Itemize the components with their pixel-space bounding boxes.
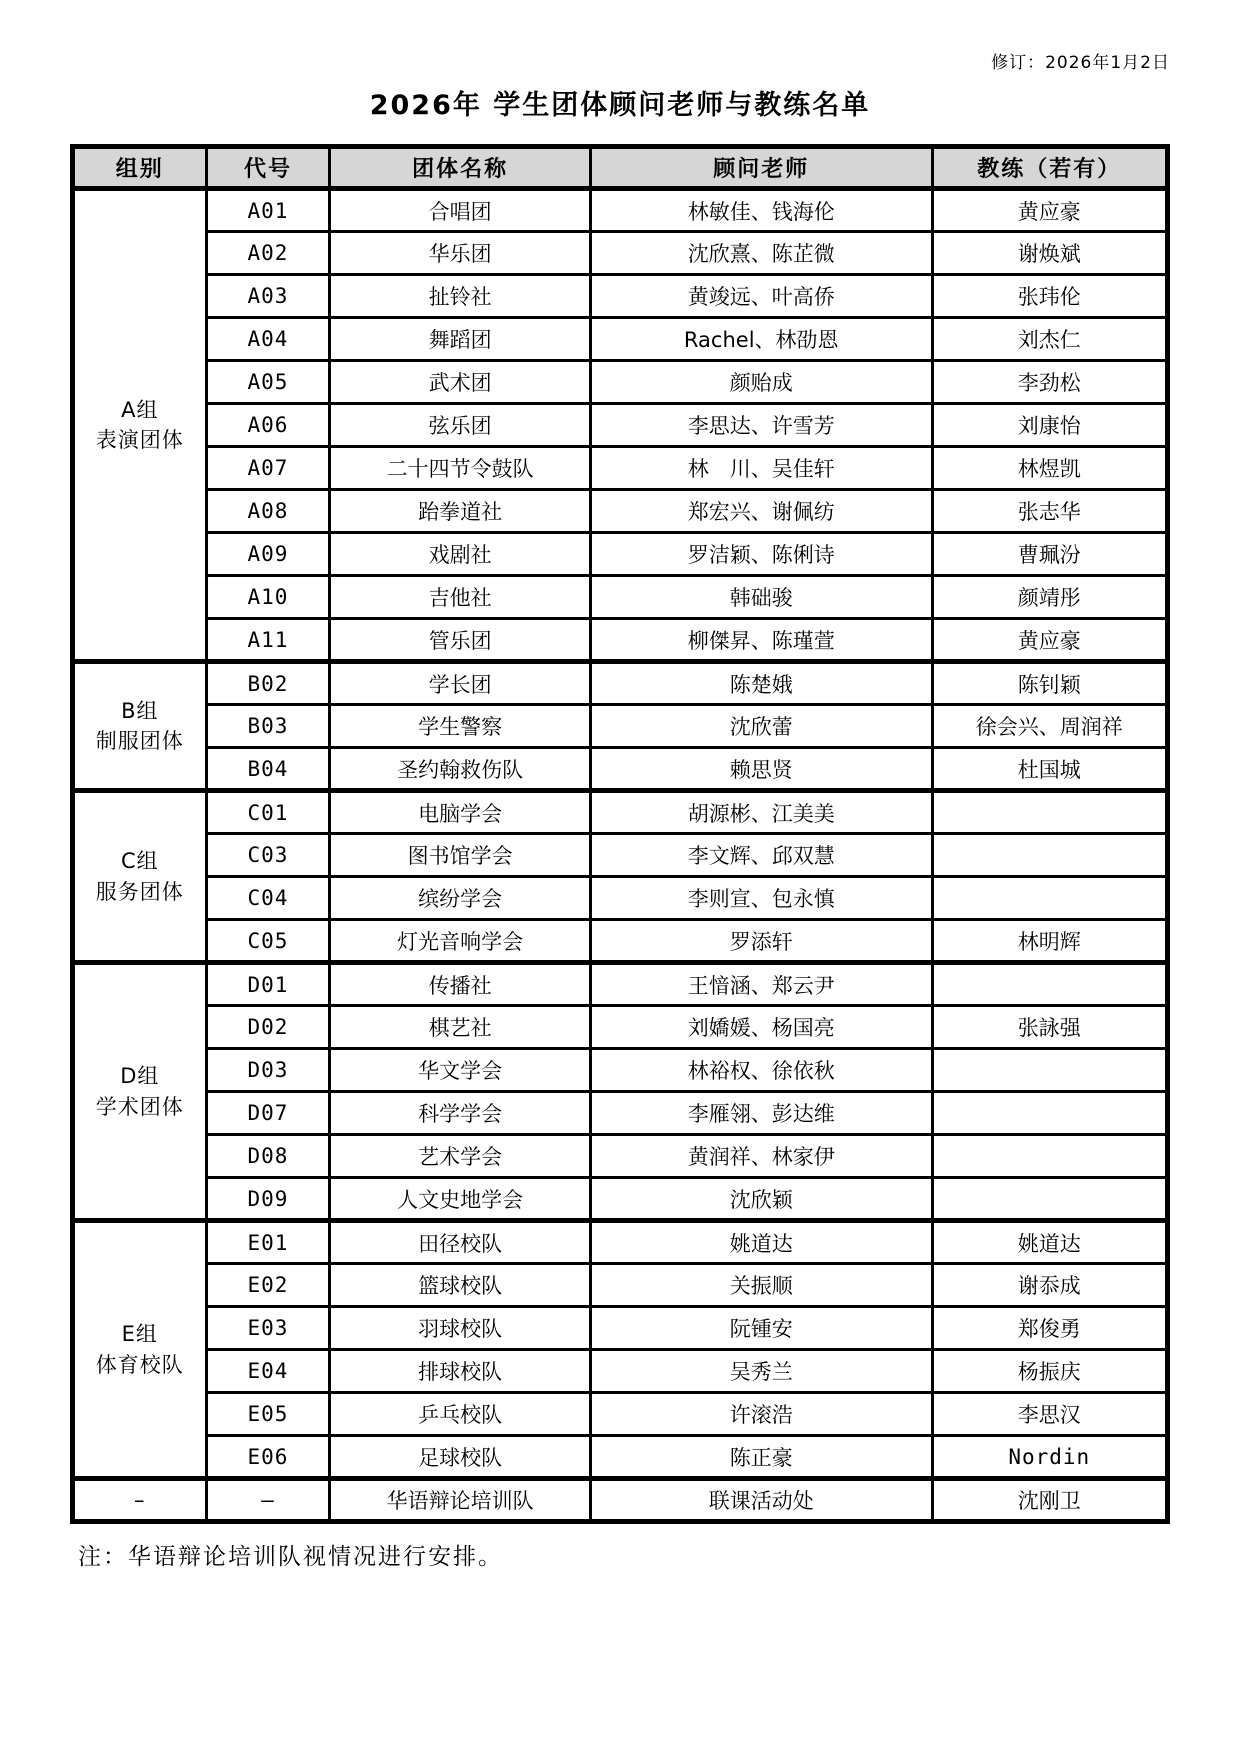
page-title: 2026年 学生团体顾问老师与教练名单	[369, 90, 871, 121]
code-cell: –	[206, 1479, 330, 1522]
name-cell: 华乐团	[330, 232, 591, 275]
table-row	[73, 877, 1168, 920]
advisor-cell: 黄竣远、叶高侨	[590, 275, 932, 318]
table-row	[73, 189, 1168, 232]
table-row	[73, 920, 1168, 963]
code-cell: D03	[206, 1049, 330, 1092]
table-row	[73, 1135, 1168, 1178]
name-cell: 传播社	[330, 963, 591, 1006]
coach-cell	[932, 1135, 1167, 1178]
code-cell: A08	[206, 490, 330, 533]
coach-cell: 林煜凯	[932, 447, 1167, 490]
code-cell: E04	[206, 1350, 330, 1393]
code-cell: A06	[206, 404, 330, 447]
coach-cell	[932, 1092, 1167, 1135]
table-row	[73, 963, 1168, 1006]
advisor-cell: 阮锺安	[590, 1307, 932, 1350]
table-row	[73, 533, 1168, 576]
coach-cell: 李思汉	[932, 1393, 1167, 1436]
advisor-cell: 刘嬌媛、杨国亮	[590, 1006, 932, 1049]
coach-cell: Nordin	[932, 1436, 1167, 1479]
table-row	[73, 834, 1168, 877]
code-cell: A03	[206, 275, 330, 318]
coach-cell	[932, 791, 1167, 834]
group-cell: C组 服务团体	[73, 791, 207, 963]
name-cell: 华文学会	[330, 1049, 591, 1092]
name-cell: 学长团	[330, 662, 591, 705]
table-row	[73, 490, 1168, 533]
advisor-cell: Rachel、林劭恩	[590, 318, 932, 361]
code-cell: C04	[206, 877, 330, 920]
name-cell: 缤纷学会	[330, 877, 591, 920]
code-cell: A01	[206, 189, 330, 232]
table-row	[73, 1479, 1168, 1522]
table-row	[73, 1221, 1168, 1264]
name-cell: 合唱团	[330, 189, 591, 232]
table-row	[73, 447, 1168, 490]
table-row	[73, 705, 1168, 748]
coach-cell	[932, 1178, 1167, 1221]
advisor-cell: 关振顺	[590, 1264, 932, 1307]
table-row	[73, 361, 1168, 404]
name-cell: 圣约翰救伤队	[330, 748, 591, 791]
name-cell: 羽球校队	[330, 1307, 591, 1350]
advisor-cell: 陈楚娥	[590, 662, 932, 705]
advisor-cell: 沈欣颖	[590, 1178, 932, 1221]
table-body	[73, 189, 1168, 1522]
table-row	[73, 1393, 1168, 1436]
table-row	[73, 318, 1168, 361]
table-row	[73, 1006, 1168, 1049]
coach-cell: 曹珮汾	[932, 533, 1167, 576]
coach-cell: 刘杰仁	[932, 318, 1167, 361]
code-cell: E05	[206, 1393, 330, 1436]
advisor-cell: 赖思贤	[590, 748, 932, 791]
code-cell: B04	[206, 748, 330, 791]
name-cell: 电脑学会	[330, 791, 591, 834]
code-cell: A05	[206, 361, 330, 404]
coach-cell: 杜国城	[932, 748, 1167, 791]
coach-cell: 沈刚卫	[932, 1479, 1167, 1522]
table-row	[73, 1264, 1168, 1307]
advisor-cell: 颜贻成	[590, 361, 932, 404]
footnote: 注：华语辩论培训队视情况进行安排。	[78, 1544, 503, 1570]
code-cell: B02	[206, 662, 330, 705]
coach-cell	[932, 1049, 1167, 1092]
advisor-cell: 沈欣蕾	[590, 705, 932, 748]
code-cell: E02	[206, 1264, 330, 1307]
coach-cell: 张玮伦	[932, 275, 1167, 318]
code-cell: D09	[206, 1178, 330, 1221]
name-cell: 弦乐团	[330, 404, 591, 447]
code-cell: D01	[206, 963, 330, 1006]
code-cell: D07	[206, 1092, 330, 1135]
coach-cell: 郑俊勇	[932, 1307, 1167, 1350]
name-cell: 武术团	[330, 361, 591, 404]
coach-cell: 徐会兴、周润祥	[932, 705, 1167, 748]
table-row	[73, 748, 1168, 791]
name-cell: 管乐团	[330, 619, 591, 662]
code-cell: C05	[206, 920, 330, 963]
name-cell: 华语辩论培训队	[330, 1479, 591, 1522]
code-cell: A10	[206, 576, 330, 619]
name-cell: 艺术学会	[330, 1135, 591, 1178]
coach-cell: 颜靖彤	[932, 576, 1167, 619]
coach-cell: 黄应豪	[932, 619, 1167, 662]
coach-cell: 谢焕斌	[932, 232, 1167, 275]
advisor-cell: 林裕权、徐依秋	[590, 1049, 932, 1092]
name-cell: 田径校队	[330, 1221, 591, 1264]
table-row	[73, 1350, 1168, 1393]
code-cell: D02	[206, 1006, 330, 1049]
advisor-cell: 李雁翎、彭达维	[590, 1092, 932, 1135]
revision-date: 修订：2026年1月2日	[991, 53, 1170, 73]
name-cell: 科学学会	[330, 1092, 591, 1135]
advisor-cell: 林 川、吴佳轩	[590, 447, 932, 490]
table-row	[73, 1307, 1168, 1350]
coach-cell: 姚道达	[932, 1221, 1167, 1264]
name-cell: 足球校队	[330, 1436, 591, 1479]
coach-cell: 刘康怡	[932, 404, 1167, 447]
table-row	[73, 1049, 1168, 1092]
table-header-row	[73, 147, 1168, 189]
group-cell: E组 体育校队	[73, 1221, 207, 1479]
group-cell: B组 制服团体	[73, 662, 207, 791]
table-row	[73, 232, 1168, 275]
name-cell: 舞蹈团	[330, 318, 591, 361]
table-row	[73, 576, 1168, 619]
code-cell: C03	[206, 834, 330, 877]
group-cell: A组 表演团体	[73, 189, 207, 662]
header-club-name: 团体名称	[330, 147, 591, 189]
code-cell: E03	[206, 1307, 330, 1350]
table-row	[73, 404, 1168, 447]
code-cell: A11	[206, 619, 330, 662]
advisor-cell: 罗添轩	[590, 920, 932, 963]
advisor-cell: 联课活动处	[590, 1479, 932, 1522]
table-row	[73, 275, 1168, 318]
advisor-cell: 林敏佳、钱海伦	[590, 189, 932, 232]
name-cell: 排球校队	[330, 1350, 591, 1393]
advisor-cell: 王愔涵、郑云尹	[590, 963, 932, 1006]
table-row	[73, 1436, 1168, 1479]
coach-cell	[932, 963, 1167, 1006]
code-cell: A09	[206, 533, 330, 576]
advisor-cell: 韩础骏	[590, 576, 932, 619]
coach-cell: 张志华	[932, 490, 1167, 533]
header-coach: 教练（若有）	[932, 147, 1167, 189]
advisor-cell: 吴秀兰	[590, 1350, 932, 1393]
name-cell: 图书馆学会	[330, 834, 591, 877]
advisor-cell: 姚道达	[590, 1221, 932, 1264]
header-code: 代号	[206, 147, 330, 189]
advisor-cell: 沈欣熹、陈芷微	[590, 232, 932, 275]
name-cell: 戏剧社	[330, 533, 591, 576]
name-cell: 人文史地学会	[330, 1178, 591, 1221]
coach-cell: 李劲松	[932, 361, 1167, 404]
name-cell: 扯铃社	[330, 275, 591, 318]
name-cell: 棋艺社	[330, 1006, 591, 1049]
coach-cell: 杨振庆	[932, 1350, 1167, 1393]
group-cell: D组 学术团体	[73, 963, 207, 1221]
advisor-cell: 李思达、许雪芳	[590, 404, 932, 447]
table-row	[73, 1092, 1168, 1135]
name-cell: 乒乓校队	[330, 1393, 591, 1436]
code-cell: A07	[206, 447, 330, 490]
name-cell: 二十四节令鼓队	[330, 447, 591, 490]
coach-cell	[932, 877, 1167, 920]
table-row	[73, 662, 1168, 705]
code-cell: B03	[206, 705, 330, 748]
advisor-cell: 郑宏兴、谢佩纺	[590, 490, 932, 533]
advisor-cell: 柳傑昇、陈瑾萱	[590, 619, 932, 662]
name-cell: 学生警察	[330, 705, 591, 748]
header-group: 组别	[73, 147, 207, 189]
name-cell: 吉他社	[330, 576, 591, 619]
advisor-cell: 陈正豪	[590, 1436, 932, 1479]
code-cell: A02	[206, 232, 330, 275]
table-row	[73, 619, 1168, 662]
roster-table	[70, 144, 1170, 1524]
coach-cell: 黄应豪	[932, 189, 1167, 232]
name-cell: 灯光音响学会	[330, 920, 591, 963]
advisor-cell: 罗洁颖、陈俐诗	[590, 533, 932, 576]
coach-cell: 林明辉	[932, 920, 1167, 963]
coach-cell: 陈钊颖	[932, 662, 1167, 705]
advisor-cell: 李则宣、包永慎	[590, 877, 932, 920]
advisor-cell: 胡源彬、江美美	[590, 791, 932, 834]
header-advisor: 顾问老师	[590, 147, 932, 189]
code-cell: E06	[206, 1436, 330, 1479]
table-row	[73, 1178, 1168, 1221]
coach-cell	[932, 834, 1167, 877]
group-cell: –	[73, 1479, 207, 1522]
code-cell: C01	[206, 791, 330, 834]
code-cell: A04	[206, 318, 330, 361]
advisor-cell: 黄润祥、林家伊	[590, 1135, 932, 1178]
coach-cell: 谢忝成	[932, 1264, 1167, 1307]
table-row	[73, 791, 1168, 834]
code-cell: E01	[206, 1221, 330, 1264]
code-cell: D08	[206, 1135, 330, 1178]
name-cell: 跆拳道社	[330, 490, 591, 533]
advisor-cell: 李文辉、邱双慧	[590, 834, 932, 877]
coach-cell: 张詠强	[932, 1006, 1167, 1049]
advisor-cell: 许滚浩	[590, 1393, 932, 1436]
name-cell: 篮球校队	[330, 1264, 591, 1307]
